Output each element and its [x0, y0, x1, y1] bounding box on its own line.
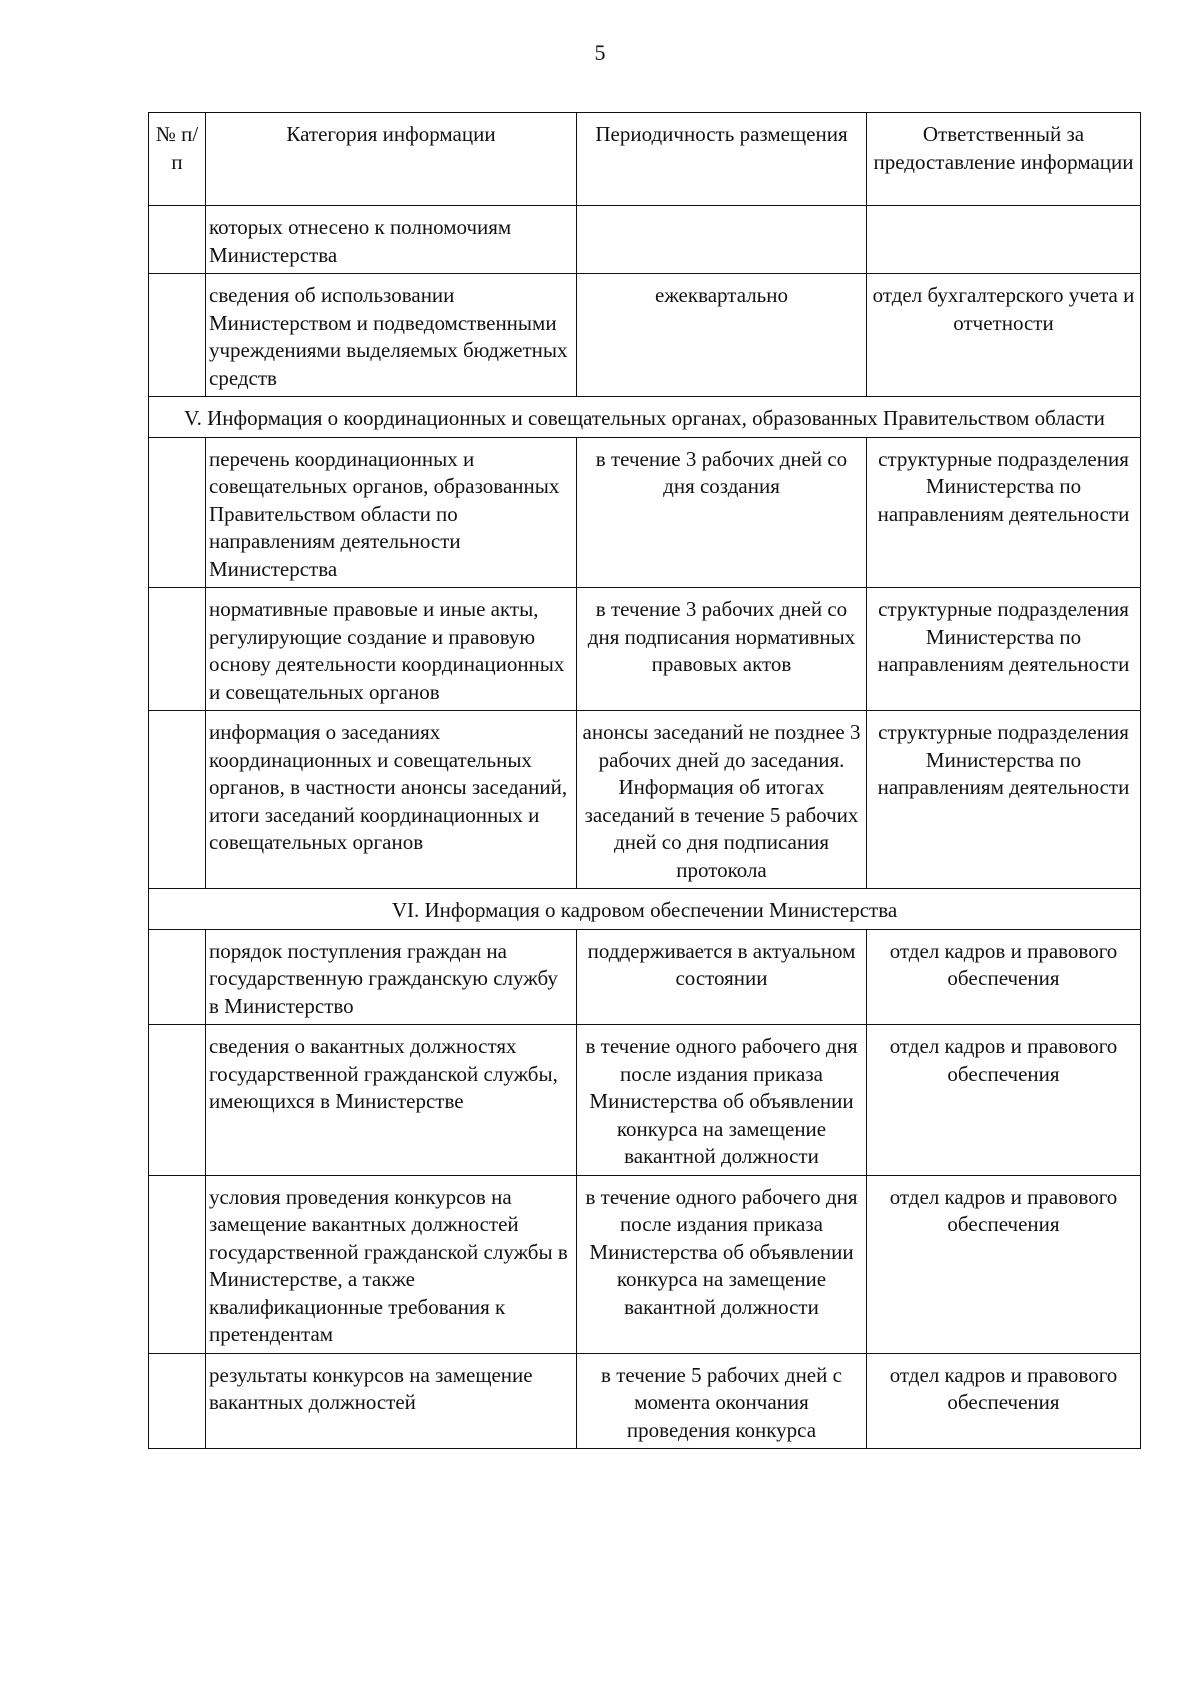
row-category: условия проведения конкурсов на замещение вакантных должностей государственной гражданской службы в Министерстве, а также квалификационные требования к претендентам: [206, 1175, 577, 1353]
row-periodicity: в течение 3 рабочих дней со дня подписания нормативных правовых актов: [577, 588, 867, 711]
row-category: сведения об использовании Министерством и подведомственными учреждениями выделяемых бюджетных средств: [206, 274, 577, 397]
row-periodicity: в течение одного рабочего дня после издания приказа Министерства об объявлении конкурса на замещение вакантной должности: [577, 1175, 867, 1353]
header-periodicity: Периодичность размещения: [577, 113, 867, 206]
table-row: [149, 1175, 1141, 1353]
table-row: [149, 1025, 1141, 1176]
page-number: 5: [594, 40, 606, 65]
row-number: [149, 711, 206, 889]
table-row: [149, 1353, 1141, 1449]
row-category: порядок поступления граждан на государственную гражданскую службу в Министерство: [206, 929, 577, 1025]
section-heading-row: [149, 397, 1141, 438]
section-title: V. Информация о координационных и совещательных органах, образованных Правительством области: [149, 397, 1141, 438]
row-responsible: [867, 206, 1141, 274]
table-row: [149, 711, 1141, 889]
row-category: результаты конкурсов на замещение вакантных должностей: [206, 1353, 577, 1449]
row-number: [149, 206, 206, 274]
information-table: [148, 112, 1141, 1449]
row-number: [149, 1353, 206, 1449]
table-row: [149, 437, 1141, 588]
row-number: [149, 437, 206, 588]
header-num: № п/п: [149, 113, 206, 206]
header-category: Категория информации: [206, 113, 577, 206]
row-responsible: отдел кадров и правового обеспечения: [867, 1175, 1141, 1353]
row-periodicity: в течение 5 рабочих дней с момента окончания проведения конкурса: [577, 1353, 867, 1449]
row-number: [149, 929, 206, 1025]
row-periodicity: в течение одного рабочего дня после издания приказа Министерства об объявлении конкурса на замещение вакантной должности: [577, 1025, 867, 1176]
row-responsible: отдел кадров и правового обеспечения: [867, 1025, 1141, 1176]
row-category: информация о заседаниях координационных и совещательных органов, в частности анонсы заседаний, итоги заседаний координационных и совещательных органов: [206, 711, 577, 889]
row-number: [149, 1025, 206, 1176]
row-responsible: структурные подразделения Министерства по направлениям деятельности: [867, 711, 1141, 889]
row-number: [149, 588, 206, 711]
row-periodicity: анонсы заседаний не позднее 3 рабочих дней до заседания. Информация об итогах заседаний в течение 5 рабочих дней со дня подписания протокола: [577, 711, 867, 889]
row-category: которых отнесено к полномочиям Министерства: [206, 206, 577, 274]
row-responsible: структурные подразделения Министерства по направлениям деятельности: [867, 588, 1141, 711]
table-header-row: [149, 113, 1141, 206]
row-periodicity: ежеквартально: [577, 274, 867, 397]
row-responsible: отдел бухгалтерского учета и отчетности: [867, 274, 1141, 397]
table-row: [149, 274, 1141, 397]
row-periodicity: в течение 3 рабочих дней со дня создания: [577, 437, 867, 588]
row-periodicity: поддерживается в актуальном состоянии: [577, 929, 867, 1025]
row-number: [149, 1175, 206, 1353]
row-responsible: отдел кадров и правового обеспечения: [867, 929, 1141, 1025]
header-responsible: Ответственный за предоставление информации: [867, 113, 1141, 206]
section-heading-row: [149, 889, 1141, 930]
table-row: [149, 206, 1141, 274]
row-responsible: структурные подразделения Министерства по направлениям деятельности: [867, 437, 1141, 588]
row-responsible: отдел кадров и правового обеспечения: [867, 1353, 1141, 1449]
row-category: перечень координационных и совещательных органов, образованных Правительством области по направлениям деятельности Министерства: [206, 437, 577, 588]
row-category: нормативные правовые и иные акты, регулирующие создание и правовую основу деятельности координационных и совещательных органов: [206, 588, 577, 711]
row-number: [149, 274, 206, 397]
table-row: [149, 929, 1141, 1025]
row-periodicity: [577, 206, 867, 274]
row-category: сведения о вакантных должностях государственной гражданской службы, имеющихся в Министерстве: [206, 1025, 577, 1176]
section-title: VI. Информация о кадровом обеспечении Министерства: [149, 889, 1141, 930]
table-row: [149, 588, 1141, 711]
